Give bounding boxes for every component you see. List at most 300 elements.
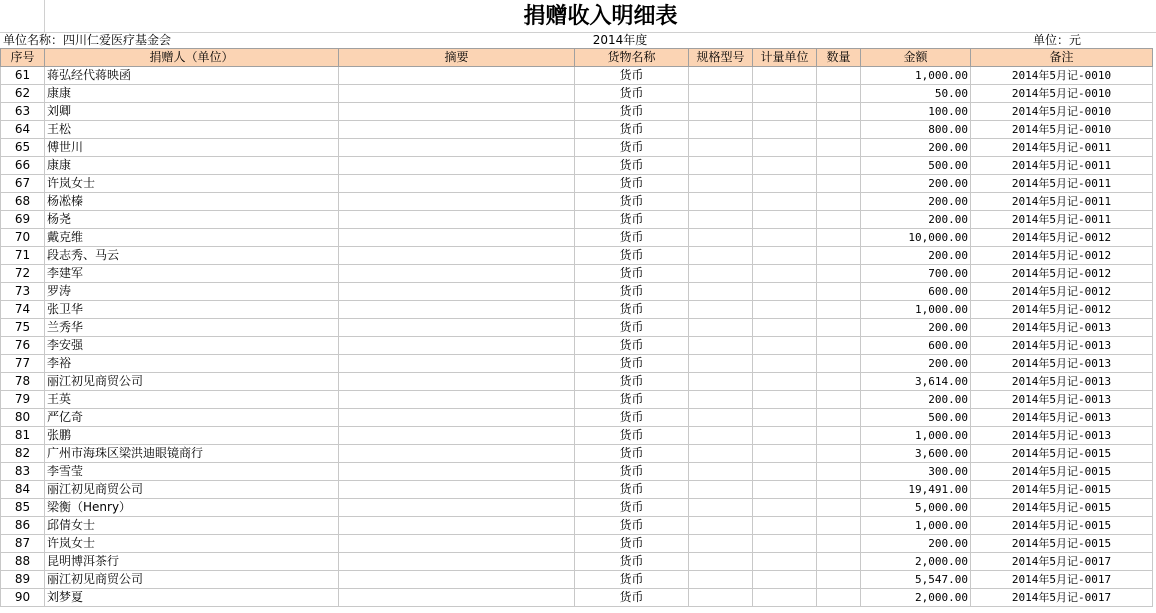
cell-item[interactable]: 货币: [575, 427, 689, 445]
cell-measure[interactable]: [753, 67, 817, 85]
cell-qty[interactable]: [817, 247, 861, 265]
cell-summary[interactable]: [339, 463, 575, 481]
cell-measure[interactable]: [753, 85, 817, 103]
table-row: [1, 121, 1153, 139]
cell-summary[interactable]: [339, 247, 575, 265]
cell-qty[interactable]: [817, 175, 861, 193]
cell-item[interactable]: 货币: [575, 337, 689, 355]
cell-qty[interactable]: [817, 463, 861, 481]
cell-amount[interactable]: 2,000.00: [861, 589, 971, 607]
cell-amount[interactable]: 200.00: [861, 535, 971, 553]
cell-summary[interactable]: [339, 589, 575, 607]
cell-note[interactable]: 2014年5月记-0012: [971, 283, 1153, 301]
cell-note[interactable]: 2014年5月记-0017: [971, 589, 1153, 607]
cell-note[interactable]: 2014年5月记-0010: [971, 67, 1153, 85]
cell-item[interactable]: 货币: [575, 157, 689, 175]
cell-no[interactable]: 65: [1, 139, 45, 157]
cell-measure[interactable]: [753, 265, 817, 283]
cell-summary[interactable]: [339, 409, 575, 427]
header-note[interactable]: 备注: [971, 49, 1153, 67]
cell-summary[interactable]: [339, 319, 575, 337]
cell-summary[interactable]: [339, 265, 575, 283]
cell-spec[interactable]: [689, 409, 753, 427]
cell-amount[interactable]: 200.00: [861, 139, 971, 157]
header-qty[interactable]: 数量: [817, 49, 861, 67]
cell-measure[interactable]: [753, 391, 817, 409]
cell-amount[interactable]: 10,000.00: [861, 229, 971, 247]
cell-spec[interactable]: [689, 211, 753, 229]
table-row: [1, 211, 1153, 229]
cell-measure[interactable]: [753, 193, 817, 211]
cell-spec[interactable]: [689, 319, 753, 337]
cell-amount[interactable]: 50.00: [861, 85, 971, 103]
currency-unit: 单位：元: [1033, 33, 1082, 47]
cell-measure[interactable]: [753, 517, 817, 535]
cell-qty[interactable]: [817, 409, 861, 427]
cell-amount[interactable]: 3,614.00: [861, 373, 971, 391]
cell-spec[interactable]: [689, 193, 753, 211]
cell-spec[interactable]: [689, 139, 753, 157]
cell-amount[interactable]: 19,491.00: [861, 481, 971, 499]
cell-qty[interactable]: [817, 445, 861, 463]
cell-spec[interactable]: [689, 265, 753, 283]
cell-summary[interactable]: [339, 391, 575, 409]
cell-note[interactable]: 2014年5月记-0010: [971, 121, 1153, 139]
cell-measure[interactable]: [753, 535, 817, 553]
cell-summary[interactable]: [339, 301, 575, 319]
cell-measure[interactable]: [753, 319, 817, 337]
cell-note[interactable]: 2014年5月记-0015: [971, 463, 1153, 481]
cell-item[interactable]: 货币: [575, 301, 689, 319]
cell-item[interactable]: 货币: [575, 103, 689, 121]
cell-summary[interactable]: [339, 211, 575, 229]
cell-note[interactable]: 2014年5月记-0011: [971, 175, 1153, 193]
cell-qty[interactable]: [817, 355, 861, 373]
cell-amount[interactable]: 200.00: [861, 319, 971, 337]
cell-note[interactable]: 2014年5月记-0011: [971, 193, 1153, 211]
cell-donor[interactable]: 杨尧: [45, 211, 339, 229]
cell-no[interactable]: 82: [1, 445, 45, 463]
cell-item[interactable]: 货币: [575, 211, 689, 229]
cell-note[interactable]: 2014年5月记-0017: [971, 553, 1153, 571]
cell-summary[interactable]: [339, 121, 575, 139]
cell-item[interactable]: 货币: [575, 445, 689, 463]
cell-donor[interactable]: 广州市海珠区梁洪迪眼镜商行: [45, 445, 339, 463]
cell-spec[interactable]: [689, 445, 753, 463]
cell-spec[interactable]: [689, 499, 753, 517]
cell-donor[interactable]: 刘梦夏: [45, 589, 339, 607]
cell-no[interactable]: 90: [1, 589, 45, 607]
cell-note[interactable]: 2014年5月记-0017: [971, 571, 1153, 589]
table-row: [1, 337, 1153, 355]
cell-note[interactable]: 2014年5月记-0013: [971, 355, 1153, 373]
cell-spec[interactable]: [689, 283, 753, 301]
cell-qty[interactable]: [817, 517, 861, 535]
cell-qty[interactable]: [817, 553, 861, 571]
cell-note[interactable]: 2014年5月记-0011: [971, 157, 1153, 175]
cell-qty[interactable]: [817, 211, 861, 229]
cell-spec[interactable]: [689, 535, 753, 553]
cell-no[interactable]: 76: [1, 337, 45, 355]
cell-spec[interactable]: [689, 103, 753, 121]
cell-note[interactable]: 2014年5月记-0013: [971, 391, 1153, 409]
cell-spec[interactable]: [689, 229, 753, 247]
header-summary[interactable]: 摘要: [339, 49, 575, 67]
cell-amount[interactable]: 3,600.00: [861, 445, 971, 463]
cell-summary[interactable]: [339, 481, 575, 499]
cell-no[interactable]: 61: [1, 67, 45, 85]
cell-spec[interactable]: [689, 391, 753, 409]
cell-no[interactable]: 69: [1, 211, 45, 229]
cell-note[interactable]: 2014年5月记-0015: [971, 481, 1153, 499]
cell-note[interactable]: 2014年5月记-0015: [971, 499, 1153, 517]
cell-item[interactable]: 货币: [575, 373, 689, 391]
cell-amount[interactable]: 1,000.00: [861, 67, 971, 85]
cell-note[interactable]: 2014年5月记-0013: [971, 409, 1153, 427]
cell-note[interactable]: 2014年5月记-0012: [971, 229, 1153, 247]
cell-qty[interactable]: [817, 85, 861, 103]
cell-summary[interactable]: [339, 67, 575, 85]
cell-qty[interactable]: [817, 589, 861, 607]
cell-note[interactable]: 2014年5月记-0013: [971, 427, 1153, 445]
cell-measure[interactable]: [753, 247, 817, 265]
cell-summary[interactable]: [339, 157, 575, 175]
table-row: [1, 283, 1153, 301]
cell-summary[interactable]: [339, 139, 575, 157]
cell-no[interactable]: 89: [1, 571, 45, 589]
cell-note[interactable]: 2014年5月记-0012: [971, 301, 1153, 319]
cell-amount[interactable]: 200.00: [861, 193, 971, 211]
table-row: [1, 409, 1153, 427]
cell-item[interactable]: 货币: [575, 265, 689, 283]
table-row: [1, 571, 1153, 589]
cell-amount[interactable]: 200.00: [861, 175, 971, 193]
cell-donor[interactable]: 许岚女士: [45, 535, 339, 553]
cell-spec[interactable]: [689, 67, 753, 85]
header-item[interactable]: 货物名称: [575, 49, 689, 67]
table-row: [1, 445, 1153, 463]
cell-no[interactable]: 74: [1, 301, 45, 319]
cell-amount[interactable]: 500.00: [861, 157, 971, 175]
cell-donor[interactable]: 李安强: [45, 337, 339, 355]
title-row: [0, 0, 1156, 33]
cell-amount[interactable]: 600.00: [861, 337, 971, 355]
cell-donor[interactable]: 昆明博洱茶行: [45, 553, 339, 571]
cell-spec[interactable]: [689, 517, 753, 535]
cell-measure[interactable]: [753, 211, 817, 229]
cell-spec[interactable]: [689, 247, 753, 265]
cell-summary[interactable]: [339, 85, 575, 103]
cell-qty[interactable]: [817, 103, 861, 121]
cell-qty[interactable]: [817, 427, 861, 445]
cell-donor[interactable]: 张卫华: [45, 301, 339, 319]
cell-qty[interactable]: [817, 535, 861, 553]
cell-summary[interactable]: [339, 103, 575, 121]
cell-amount[interactable]: 2,000.00: [861, 553, 971, 571]
cell-qty[interactable]: [817, 283, 861, 301]
cell-measure[interactable]: [753, 103, 817, 121]
cell-donor[interactable]: 丽江初见商贸公司: [45, 481, 339, 499]
cell-item[interactable]: 货币: [575, 589, 689, 607]
cell-amount[interactable]: 1,000.00: [861, 517, 971, 535]
cell-donor[interactable]: 梁衡（Henry）: [45, 499, 339, 517]
cell-item[interactable]: 货币: [575, 85, 689, 103]
cell-summary[interactable]: [339, 445, 575, 463]
cell-no[interactable]: 83: [1, 463, 45, 481]
cell-measure[interactable]: [753, 355, 817, 373]
cell-amount[interactable]: 200.00: [861, 355, 971, 373]
cell-qty[interactable]: [817, 373, 861, 391]
cell-note[interactable]: 2014年5月记-0011: [971, 211, 1153, 229]
cell-summary[interactable]: [339, 175, 575, 193]
cell-measure[interactable]: [753, 571, 817, 589]
cell-spec[interactable]: [689, 571, 753, 589]
cell-measure[interactable]: [753, 337, 817, 355]
cell-donor[interactable]: 严亿奇: [45, 409, 339, 427]
cell-qty[interactable]: [817, 481, 861, 499]
cell-measure[interactable]: [753, 481, 817, 499]
cell-spec[interactable]: [689, 373, 753, 391]
cell-spec[interactable]: [689, 553, 753, 571]
cell-qty[interactable]: [817, 121, 861, 139]
cell-qty[interactable]: [817, 265, 861, 283]
cell-measure[interactable]: [753, 409, 817, 427]
header-spec[interactable]: 规格型号: [689, 49, 753, 67]
cell-qty[interactable]: [817, 337, 861, 355]
cell-amount[interactable]: 200.00: [861, 211, 971, 229]
table-row: [1, 373, 1153, 391]
table-row: [1, 229, 1153, 247]
cell-item[interactable]: 货币: [575, 463, 689, 481]
cell-donor[interactable]: 丽江初见商贸公司: [45, 373, 339, 391]
cell-item[interactable]: 货币: [575, 193, 689, 211]
cell-note[interactable]: 2014年5月记-0015: [971, 445, 1153, 463]
header-amount[interactable]: 金额: [861, 49, 971, 67]
cell-amount[interactable]: 200.00: [861, 247, 971, 265]
cell-donor[interactable]: 罗涛: [45, 283, 339, 301]
cell-no[interactable]: 84: [1, 481, 45, 499]
cell-item[interactable]: 货币: [575, 67, 689, 85]
cell-summary[interactable]: [339, 193, 575, 211]
cell-note[interactable]: 2014年5月记-0015: [971, 535, 1153, 553]
cell-item[interactable]: 货币: [575, 229, 689, 247]
cell-measure[interactable]: [753, 139, 817, 157]
cell-no[interactable]: 62: [1, 85, 45, 103]
cell-spec[interactable]: [689, 589, 753, 607]
cell-donor[interactable]: 张鹏: [45, 427, 339, 445]
cell-note[interactable]: 2014年5月记-0011: [971, 139, 1153, 157]
cell-measure[interactable]: [753, 499, 817, 517]
cell-no[interactable]: 71: [1, 247, 45, 265]
cell-measure[interactable]: [753, 229, 817, 247]
table-row: [1, 481, 1153, 499]
cell-item[interactable]: 货币: [575, 247, 689, 265]
cell-item[interactable]: 货币: [575, 391, 689, 409]
cell-no[interactable]: 66: [1, 157, 45, 175]
cell-item[interactable]: 货币: [575, 121, 689, 139]
cell-donor[interactable]: 李建军: [45, 265, 339, 283]
cell-item[interactable]: 货币: [575, 355, 689, 373]
cell-qty[interactable]: [817, 319, 861, 337]
cell-note[interactable]: 2014年5月记-0015: [971, 517, 1153, 535]
table-row: [1, 535, 1153, 553]
cell-donor[interactable]: 兰秀华: [45, 319, 339, 337]
cell-amount[interactable]: 5,547.00: [861, 571, 971, 589]
cell-donor[interactable]: 蒋弘经代蒋映函: [45, 67, 339, 85]
cell-measure[interactable]: [753, 283, 817, 301]
cell-summary[interactable]: [339, 229, 575, 247]
cell-donor[interactable]: 邱倩女士: [45, 517, 339, 535]
cell-donor[interactable]: 康康: [45, 85, 339, 103]
cell-qty[interactable]: [817, 229, 861, 247]
cell-no[interactable]: 88: [1, 553, 45, 571]
cell-donor[interactable]: 王英: [45, 391, 339, 409]
cell-item[interactable]: 货币: [575, 517, 689, 535]
cell-measure[interactable]: [753, 463, 817, 481]
cell-summary[interactable]: [339, 517, 575, 535]
cell-amount[interactable]: 200.00: [861, 391, 971, 409]
cell-amount[interactable]: 800.00: [861, 121, 971, 139]
cell-measure[interactable]: [753, 427, 817, 445]
cell-measure[interactable]: [753, 589, 817, 607]
cell-donor[interactable]: 李雪莹: [45, 463, 339, 481]
cell-no[interactable]: 64: [1, 121, 45, 139]
cell-no[interactable]: 73: [1, 283, 45, 301]
cell-note[interactable]: 2014年5月记-0012: [971, 247, 1153, 265]
table-row: [1, 427, 1153, 445]
cell-note[interactable]: 2014年5月记-0012: [971, 265, 1153, 283]
cell-no[interactable]: 68: [1, 193, 45, 211]
cell-spec[interactable]: [689, 355, 753, 373]
cell-spec[interactable]: [689, 337, 753, 355]
header-no[interactable]: 序号: [1, 49, 45, 67]
cell-qty[interactable]: [817, 571, 861, 589]
cell-no[interactable]: 81: [1, 427, 45, 445]
cell-spec[interactable]: [689, 157, 753, 175]
cell-donor[interactable]: 李裕: [45, 355, 339, 373]
cell-summary[interactable]: [339, 571, 575, 589]
cell-spec[interactable]: [689, 427, 753, 445]
table-row: [1, 301, 1153, 319]
cell-measure[interactable]: [753, 553, 817, 571]
cell-item[interactable]: 货币: [575, 553, 689, 571]
cell-item[interactable]: 货币: [575, 481, 689, 499]
cell-amount[interactable]: 300.00: [861, 463, 971, 481]
cell-note[interactable]: 2014年5月记-0010: [971, 85, 1153, 103]
cell-summary[interactable]: [339, 373, 575, 391]
cell-amount[interactable]: 600.00: [861, 283, 971, 301]
page-title: 捐赠收入明细表: [523, 3, 678, 29]
cell-measure[interactable]: [753, 445, 817, 463]
cell-item[interactable]: 货币: [575, 139, 689, 157]
cell-spec[interactable]: [689, 481, 753, 499]
cell-item[interactable]: 货币: [575, 571, 689, 589]
cell-no[interactable]: 67: [1, 175, 45, 193]
cell-qty[interactable]: [817, 301, 861, 319]
cell-amount[interactable]: 500.00: [861, 409, 971, 427]
cell-amount[interactable]: 5,000.00: [861, 499, 971, 517]
cell-item[interactable]: 货币: [575, 175, 689, 193]
table-row: [1, 175, 1153, 193]
cell-note[interactable]: 2014年5月记-0013: [971, 337, 1153, 355]
cell-qty[interactable]: [817, 499, 861, 517]
cell-donor[interactable]: 康康: [45, 157, 339, 175]
cell-amount[interactable]: 700.00: [861, 265, 971, 283]
table-row: [1, 355, 1153, 373]
cell-qty[interactable]: [817, 139, 861, 157]
cell-note[interactable]: 2014年5月记-0013: [971, 319, 1153, 337]
cell-donor[interactable]: 刘卿: [45, 103, 339, 121]
cell-measure[interactable]: [753, 373, 817, 391]
cell-spec[interactable]: [689, 301, 753, 319]
cell-summary[interactable]: [339, 499, 575, 517]
table-row: [1, 103, 1153, 121]
table-row: [1, 265, 1153, 283]
cell-donor[interactable]: 段志秀、马云: [45, 247, 339, 265]
table-row: [1, 517, 1153, 535]
cell-qty[interactable]: [817, 157, 861, 175]
cell-measure[interactable]: [753, 157, 817, 175]
cell-donor[interactable]: 戴克维: [45, 229, 339, 247]
cell-amount[interactable]: 100.00: [861, 103, 971, 121]
cell-summary[interactable]: [339, 535, 575, 553]
cell-amount[interactable]: 1,000.00: [861, 301, 971, 319]
cell-amount[interactable]: 1,000.00: [861, 427, 971, 445]
cell-qty[interactable]: [817, 391, 861, 409]
cell-donor[interactable]: 丽江初见商贸公司: [45, 571, 339, 589]
cell-donor[interactable]: 傅世川: [45, 139, 339, 157]
cell-note[interactable]: 2014年5月记-0010: [971, 103, 1153, 121]
header-measure[interactable]: 计量单位: [753, 49, 817, 67]
cell-no[interactable]: 79: [1, 391, 45, 409]
cell-item[interactable]: 货币: [575, 283, 689, 301]
cell-summary[interactable]: [339, 337, 575, 355]
cell-item[interactable]: 货币: [575, 499, 689, 517]
cell-qty[interactable]: [817, 67, 861, 85]
cell-summary[interactable]: [339, 283, 575, 301]
cell-no[interactable]: 80: [1, 409, 45, 427]
cell-note[interactable]: 2014年5月记-0013: [971, 373, 1153, 391]
cell-no[interactable]: 77: [1, 355, 45, 373]
cell-donor[interactable]: 许岚女士: [45, 175, 339, 193]
header-donor[interactable]: 捐赠人（单位）: [45, 49, 339, 67]
cell-measure[interactable]: [753, 121, 817, 139]
cell-item[interactable]: 货币: [575, 409, 689, 427]
cell-summary[interactable]: [339, 427, 575, 445]
cell-no[interactable]: 70: [1, 229, 45, 247]
cell-no[interactable]: 78: [1, 373, 45, 391]
cell-qty[interactable]: [817, 193, 861, 211]
cell-no[interactable]: 86: [1, 517, 45, 535]
cell-no[interactable]: 75: [1, 319, 45, 337]
cell-no[interactable]: 87: [1, 535, 45, 553]
cell-spec[interactable]: [689, 121, 753, 139]
cell-item[interactable]: 货币: [575, 535, 689, 553]
cell-donor[interactable]: 杨凇榛: [45, 193, 339, 211]
cell-spec[interactable]: [689, 85, 753, 103]
cell-measure[interactable]: [753, 301, 817, 319]
cell-item[interactable]: 货币: [575, 319, 689, 337]
cell-summary[interactable]: [339, 553, 575, 571]
cell-spec[interactable]: [689, 463, 753, 481]
cell-measure[interactable]: [753, 175, 817, 193]
cell-donor[interactable]: 王松: [45, 121, 339, 139]
cell-no[interactable]: 63: [1, 103, 45, 121]
cell-no[interactable]: 72: [1, 265, 45, 283]
cell-no[interactable]: 85: [1, 499, 45, 517]
cell-summary[interactable]: [339, 355, 575, 373]
cell-spec[interactable]: [689, 175, 753, 193]
